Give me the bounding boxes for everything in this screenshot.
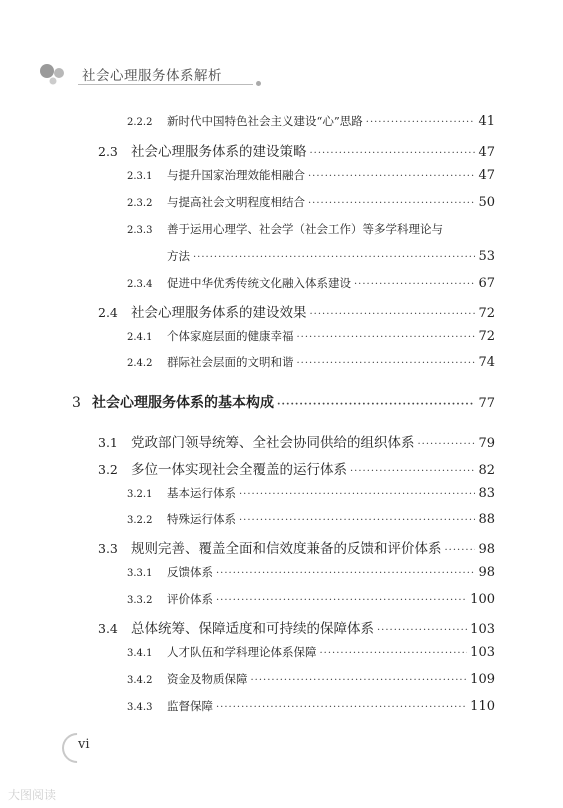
toc-entry[interactable]: [127, 167, 495, 183]
entry-page: 82: [478, 463, 495, 478]
page-number: vi: [78, 737, 90, 752]
leader-dots: [354, 279, 475, 290]
entry-title: 新时代中国特色社会主义建设“心”思路: [167, 114, 363, 128]
entry-page: 72: [478, 306, 495, 321]
leader-dots: [193, 252, 475, 263]
page-arc-icon: [56, 727, 98, 769]
leader-dots: [251, 675, 468, 686]
entry-page: 109: [470, 672, 495, 687]
leader-dots: [418, 439, 476, 450]
toc-entry[interactable]: [127, 221, 495, 237]
toc-entry[interactable]: [127, 328, 495, 344]
entry-title: 党政部门领导统筹、全社会协同供给的组织体系: [131, 435, 415, 451]
entry-title: 多位一体实现社会全覆盖的运行体系: [131, 462, 347, 478]
leader-dots: [277, 399, 475, 410]
page-footer: [62, 733, 102, 763]
toc-entry-continuation[interactable]: [167, 248, 495, 264]
leader-dots: [310, 309, 476, 320]
toc-entry[interactable]: [98, 140, 495, 160]
entry-number: 3.4.2: [127, 675, 153, 686]
entry-page: 47: [478, 168, 495, 183]
entry-page: 103: [470, 622, 495, 637]
entry-number: 2.2.2: [127, 117, 153, 128]
entry-title: 总体统筹、保障适度和可持续的保障体系: [131, 621, 374, 637]
entry-page: 74: [478, 355, 495, 370]
entry-number: 2.4: [98, 305, 118, 320]
toc-entry[interactable]: [127, 194, 495, 210]
toc-entry[interactable]: [127, 485, 495, 501]
entry-page: 98: [478, 565, 495, 580]
leader-dots: [310, 148, 476, 159]
entry-page: 88: [478, 512, 495, 527]
entry-number: 3.2.2: [127, 515, 153, 526]
entry-page: 53: [478, 249, 495, 264]
toc-entry[interactable]: [127, 591, 495, 607]
leader-dots: [445, 545, 476, 556]
toc-entry[interactable]: [127, 564, 495, 580]
entry-number: 3.4: [98, 621, 118, 636]
entry-page: 67: [478, 276, 495, 291]
entry-number: 2.3: [98, 144, 118, 159]
toc-entry[interactable]: [98, 301, 495, 321]
book-title: 社会心理服务体系解析: [82, 68, 222, 84]
entry-page: 47: [478, 145, 495, 160]
entry-number: 2.4.1: [127, 332, 153, 343]
entry-number: 2.3.4: [127, 279, 153, 290]
entry-title: 规则完善、覆盖全面和信效度兼备的反馈和评价体系: [131, 541, 442, 557]
toc-entry[interactable]: [127, 354, 495, 370]
entry-title: 促进中华优秀传统文化融入体系建设: [167, 276, 351, 290]
entry-title: 个体家庭层面的健康幸福: [167, 329, 294, 343]
leader-dots: [297, 332, 476, 343]
entry-title: 社会心理服务体系的建设效果: [131, 305, 307, 321]
entry-title: 评价体系: [167, 592, 213, 606]
entry-number: 3.3.2: [127, 595, 153, 606]
leader-dots: [377, 625, 467, 636]
chapter-number: 3: [72, 395, 81, 411]
leader-dots: [320, 648, 468, 659]
toc-entry[interactable]: [98, 537, 495, 557]
toc-entry[interactable]: [127, 671, 495, 687]
entry-page: 72: [478, 329, 495, 344]
entry-title: 方法: [167, 249, 190, 263]
entry-title: 社会心理服务体系的建设策略: [131, 144, 307, 160]
toc-entry[interactable]: [127, 275, 495, 291]
toc-entry[interactable]: [98, 458, 495, 478]
entry-title: 反馈体系: [167, 565, 213, 579]
watermark: 大图阅读: [8, 788, 57, 802]
leader-dots: [216, 702, 467, 713]
entry-title: 与提升国家治理效能相融合: [167, 168, 305, 182]
toc-entry[interactable]: [98, 431, 495, 451]
entry-page: 83: [478, 486, 495, 501]
entry-number: 3.1: [98, 435, 118, 450]
entry-page: 79: [478, 436, 495, 451]
entry-page: 103: [470, 645, 495, 660]
entry-page: 77: [478, 396, 495, 411]
entry-number: 3.4.3: [127, 702, 153, 713]
leader-dots: [297, 358, 476, 369]
entry-title: 善于运用心理学、社会学（社会工作）等多学科理论与: [167, 222, 443, 236]
leader-dots: [350, 466, 475, 477]
entry-number: 3.2.1: [127, 489, 153, 500]
toc-entry[interactable]: [127, 511, 495, 527]
entry-title: 特殊运行体系: [167, 512, 236, 526]
entry-number: 3.2: [98, 462, 118, 477]
toc-entry[interactable]: [127, 113, 495, 129]
entry-number: 3.3: [98, 541, 118, 556]
leader-dots: [239, 489, 475, 500]
entry-title: 基本运行体系: [167, 486, 236, 500]
toc-entry[interactable]: [127, 644, 495, 660]
entry-number: 2.3.2: [127, 198, 153, 209]
entry-title: 群际社会层面的文明和谐: [167, 355, 294, 369]
entry-page: 100: [470, 592, 495, 607]
entry-number: 2.3.3: [127, 225, 153, 236]
entry-title: 与提高社会文明程度相结合: [167, 195, 305, 209]
entry-number: 3.4.1: [127, 648, 153, 659]
leader-dots: [239, 515, 475, 526]
entry-page: 110: [470, 699, 495, 714]
chapter-title: 社会心理服务体系的基本构成: [92, 395, 274, 411]
leader-dots: [366, 117, 476, 128]
entry-page: 41: [478, 114, 495, 129]
entry-title: 监督保障: [167, 699, 213, 713]
toc-chapter-entry[interactable]: [72, 392, 495, 412]
entry-number: 3.3.1: [127, 568, 153, 579]
entry-page: 98: [478, 542, 495, 557]
entry-title: 人才队伍和学科理论体系保障: [167, 645, 317, 659]
leader-dots: [216, 595, 467, 606]
toc-entry[interactable]: [98, 617, 495, 637]
leader-dots: [216, 568, 475, 579]
leader-dots: [308, 171, 475, 182]
entry-page: 50: [478, 195, 495, 210]
entry-number: 2.3.1: [127, 171, 153, 182]
toc-entry[interactable]: [127, 698, 495, 714]
entry-title: 资金及物质保障: [167, 672, 248, 686]
entry-number: 2.4.2: [127, 358, 153, 369]
leader-dots: [308, 198, 475, 209]
